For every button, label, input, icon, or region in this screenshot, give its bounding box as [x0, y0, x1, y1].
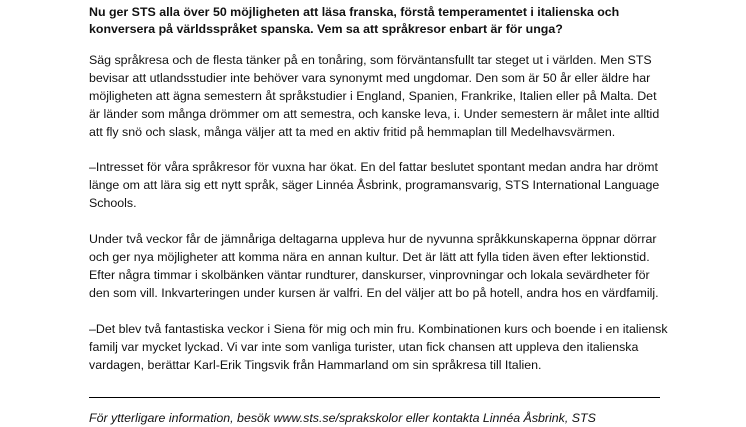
footer-contact-text: För ytterligare information, besök www.sts.se/sprakskolor eller kontakta Linnéa Åsbrink, STS: [89, 411, 596, 425]
footer-divider: [89, 397, 660, 398]
body-paragraph-4: –Det blev två fantastiska veckor i Siena för mig och min fru. Kombinationen kurs och boende i en italiensk familj var mycket lyckad. Vi var inte som vanliga turister, utan fick chansen att uppleva den italienska vardagen, berättar Karl-Erik Tingsvik från Hammarland om sin språkresa till Italien.: [89, 322, 668, 372]
press-release-body: [89, 4, 669, 374]
lead-paragraph: Nu ger STS alla över 50 möjligheten att läsa franska, förstå temperamentet i italienska och konversera på världsspråket spanska. Vem sa att språkresor enbart är för unga?: [89, 5, 620, 36]
body-paragraph-2: –Intresset för våra språkresor för vuxna har ökat. En del fattar beslutet spontant medan andra har drömt länge om att lära sig ett nytt språk, säger Linnéa Åsbrink, programansvarig, STS International Language Schools.: [89, 160, 660, 210]
body-paragraph-3: Under två veckor får de jämnåriga deltagarna uppleva hur de nyvunna språkkunskaperna öppnar dörrar och ger nya möjligheter att komma nära en annan kultur. Det är lätt att fylla tiden även efter lektionstid. Efter några timmar i skolbänken väntar rundturer, danskurser, vinprovningar och lokala sevärdheter för den som vill. Inkvarteringen under kursen är valfri. En del väljer att bo på hotell, andra hos en värdfamilj.: [89, 232, 659, 300]
body-paragraph-1: Säg språkresa och de flesta tänker på en tonåring, som förväntansfullt tar steget ut i världen. Men STS bevisar att utlandsstudier inte behöver vara synonymt med ungdomar. Den som är 50 år eller äldre har möjligheten att ägna semestern åt språkstudier i England, Spanien, Frankrike, Italien eller på Malta. Det är länder som många drömmer om att semestra, och kanske leva, i. Under semestern är målet inte alltid att fly snö och slask, många väljer att ta med en aktiv fritid på hemmaplan till Medelhavsvärmen.: [89, 53, 660, 139]
